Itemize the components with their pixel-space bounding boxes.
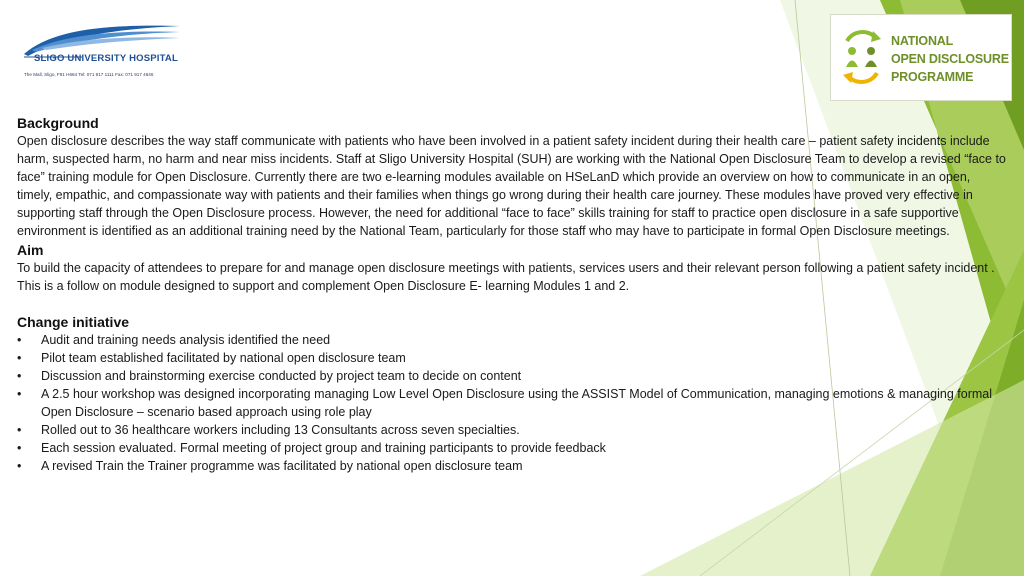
list-item: • Each session evaluated. Formal meeting of project group and training participants to provide feedback [17, 441, 606, 455]
background-heading: Background [17, 115, 99, 131]
aim-text: To build the capacity of attendees to prepare for and manage open disclosure meetings with patients, services users and their relevant person following a patient safety incident . This is a follow on module designed to support and complement Open Disclosure E- learning Modules 1 and 2. [17, 261, 995, 293]
background-text: Open disclosure describes the way staff communicate with patients who have been involved in a patient safety incident during their health care – patient safety incidents include harm, suspected harm, no harm and near miss incidents. Staff at Sligo University Hospital (SUH) are working with the National Open Disclosure Team to develop a revised “face to face” training module for Open Disclosure. Currently there are two e-learning modules available on HSeLanD which provide an overview on how to communicate in an open, timely, empathic, and compassionate way with patients and their families when things go wrong during their health care journey. These modules have proved very effective in supporting staff through the Open Disclosure process. However, the need for additional “face to face” skills training for staff to practice open disclosure in a safe supportive environment is identified as an additional training need by the National Team, particularly for those staff who may have to participate in formal Open Disclosure meetings. [17, 134, 1006, 238]
list-item: • Audit and training needs analysis identified the need [17, 333, 331, 347]
list-item: • Rolled out to 36 healthcare workers including 13 Consultants across seven specialties. [17, 423, 520, 437]
nodp-line-2: OPEN DISCLOSURE [891, 52, 1009, 66]
nodp-line-3: PROGRAMME [891, 70, 974, 84]
poster-content [17, 115, 1007, 475]
bullet-icon: • [17, 387, 22, 401]
bullet-icon: • [17, 441, 22, 455]
aim-heading: Aim [17, 242, 44, 258]
bullet-icon: • [17, 369, 22, 383]
list-item: • A revised Train the Trainer programme was facilitated by national open disclosure team [17, 459, 523, 473]
hospital-name: SLIGO UNIVERSITY HOSPITAL [34, 53, 178, 64]
bullet-icon: • [17, 333, 22, 347]
list-item: • Pilot team established facilitated by national open disclosure team [17, 351, 406, 365]
people-arrows-icon [837, 27, 887, 87]
bullet-icon: • [17, 459, 22, 473]
bullet-icon: • [17, 351, 22, 365]
nodp-line-1: NATIONAL [891, 34, 954, 48]
list-item: • A 2.5 hour workshop was designed incorporating managing Low Level Open Disclosure using the ASSIST Model of Communication, managing emotions & managing formal Open Disclosure – scenario based approach using role play [17, 387, 992, 419]
national-open-disclosure-programme-logo [830, 14, 1012, 101]
hospital-address: The Mall, Sligo, F91 H684 Tel: 071 917 1111 Fax: 071 917 4646 [24, 72, 154, 77]
sligo-university-hospital-logo [22, 20, 184, 86]
list-item: • Discussion and brainstorming exercise conducted by project team to decide on content [17, 369, 522, 383]
change-initiative-list [17, 331, 1007, 475]
bullet-icon: • [17, 423, 22, 437]
change-initiative-heading: Change initiative [17, 314, 130, 330]
